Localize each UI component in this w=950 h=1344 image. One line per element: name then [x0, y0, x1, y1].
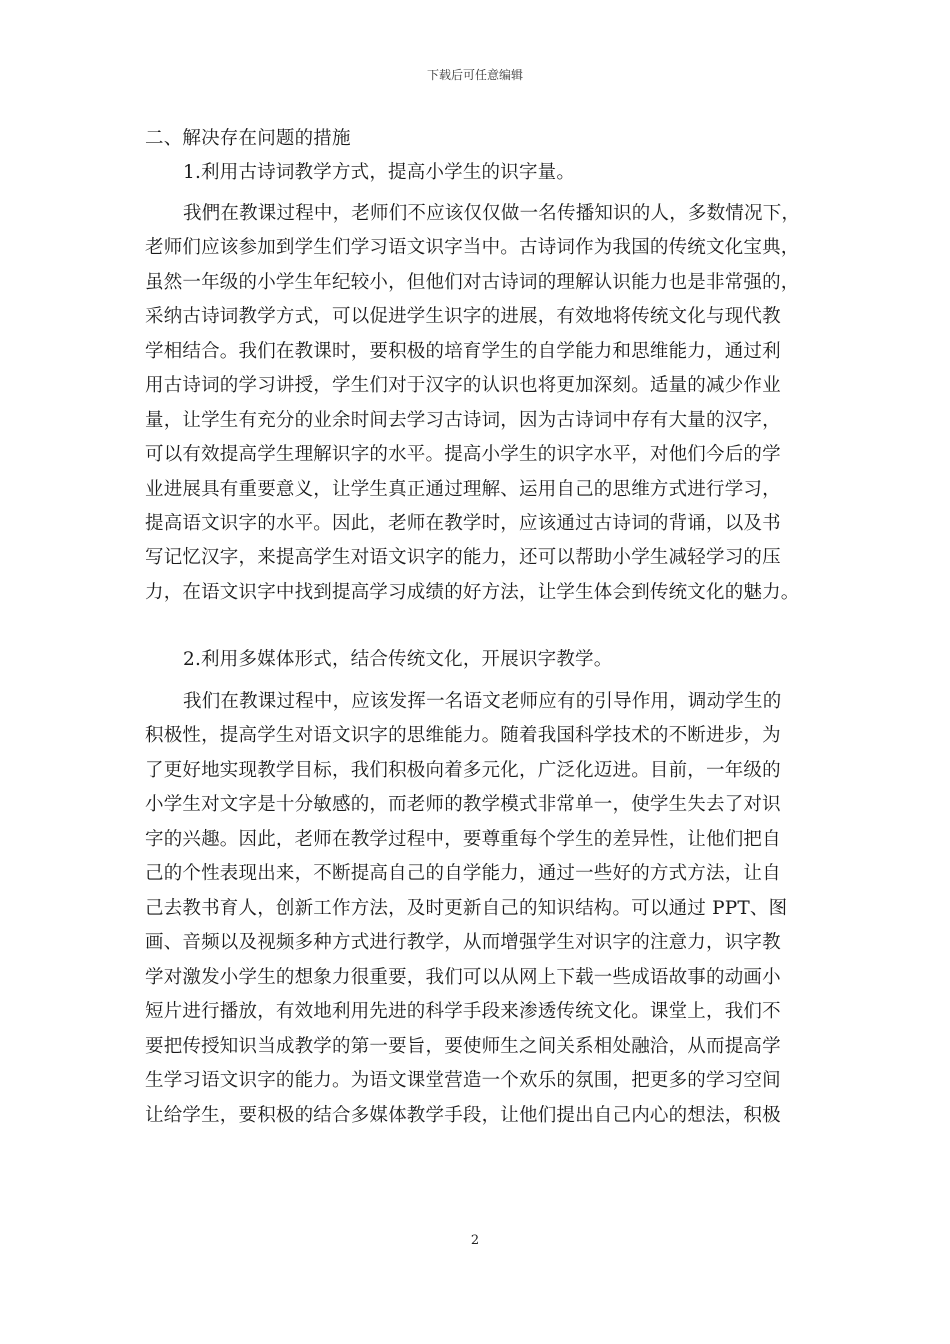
paragraph-line: 短片进行播放，有效地利用先进的科学手段来渗透传统文化。课堂上，我们不	[145, 1001, 781, 1022]
paragraph-line: 学相结合。我们在教课时，要积极的培育学生的自学能力和思维能力，通过利	[145, 341, 781, 362]
paragraph-line: 让给学生，要积极的结合多媒体教学手段，让他们提出自己内心的想法，积极	[145, 1105, 781, 1126]
paragraph-line: 业进展具有重要意义，让学生真正通过理解、运用自己的思维方式进行学习，	[145, 479, 781, 500]
paragraph-line: 采纳古诗词教学方式，可以促进学生识字的进展，有效地将传统文化与现代教	[145, 306, 781, 327]
paragraph-line: 用古诗词的学习讲授，学生们对于汉字的认识也将更加深刻。适量的减少作业	[145, 375, 781, 396]
paragraph-line: 己去教书育人，创新工作方法，及时更新自己的知识结构。可以通过 PPT、图	[145, 898, 788, 919]
paragraph-line: 我們在教课过程中，老师们不应该仅仅做一名传播知识的人，多数情况下，	[183, 203, 801, 224]
paragraph-line: 字的兴趣。因此，老师在教学过程中，要尊重每个学生的差异性，让他们把自	[145, 829, 781, 850]
paragraph-line: 学对激发小学生的想象力很重要，我们可以从网上下载一些成语故事的动画小	[145, 967, 781, 988]
paragraph-line: 量，让学生有充分的业余时间去学习古诗词，因为古诗词中存有大量的汉字，	[145, 410, 781, 431]
paragraph-line: 积极性，提高学生对语文识字的思维能力。随着我国科学技术的不断进步，为	[145, 725, 781, 746]
paragraph-line: 虽然一年级的小学生年纪较小，但他们对古诗词的理解认识能力也是非常强的，	[145, 272, 800, 293]
page-header: 下载后可任意编辑	[426, 68, 523, 82]
paragraph-line: 写记忆汉字，来提高学生对语文识字的能力，还可以帮助小学生减轻学习的压	[145, 547, 781, 568]
page-number: 2	[470, 1233, 480, 1248]
paragraph-line: 可以有效提高学生理解识字的水平。提高小学生的识字水平，对他们今后的学	[145, 444, 781, 465]
paragraph-line: 生学习语文识字的能力。为语文课堂营造一个欢乐的氛围，把更多的学习空间	[145, 1070, 781, 1091]
item-2-title: 2.利用多媒体形式，结合传统文化，开展识字教学。	[183, 649, 613, 670]
paragraph-line: 了更好地实现教学目标，我们积极向着多元化，广泛化迈进。目前，一年级的	[145, 760, 781, 781]
paragraph-line: 画、音频以及视频多种方式进行教学，从而增强学生对识字的注意力，识字教	[145, 932, 781, 953]
section-heading: 二、解决存在问题的措施	[145, 128, 351, 149]
paragraph-line: 提高语文识字的水平。因此，老师在教学时，应该通过古诗词的背诵，以及书	[145, 513, 781, 534]
paragraph-line: 小学生对文字是十分敏感的，而老师的教学模式非常单一，使学生失去了对识	[145, 794, 781, 815]
paragraph-line: 我们在教课过程中，应该发挥一名语文老师应有的引导作用，调动学生的	[183, 691, 782, 712]
paragraph-line: 老师们应该参加到学生们学习语文识字当中。古诗词作为我国的传统文化宝典，	[145, 237, 800, 258]
paragraph-line: 力，在语文识字中找到提高学习成绩的好方法，让学生体会到传统文化的魅力。	[145, 582, 800, 603]
paragraph-line: 要把传授知识当成教学的第一要旨，要使师生之间关系相处融洽，从而提高学	[145, 1036, 781, 1057]
paragraph-line: 己的个性表现出来，不断提高自己的自学能力，通过一些好的方式方法，让自	[145, 863, 781, 884]
item-1-title: 1.利用古诗词教学方式，提高小学生的识字量。	[183, 162, 576, 183]
